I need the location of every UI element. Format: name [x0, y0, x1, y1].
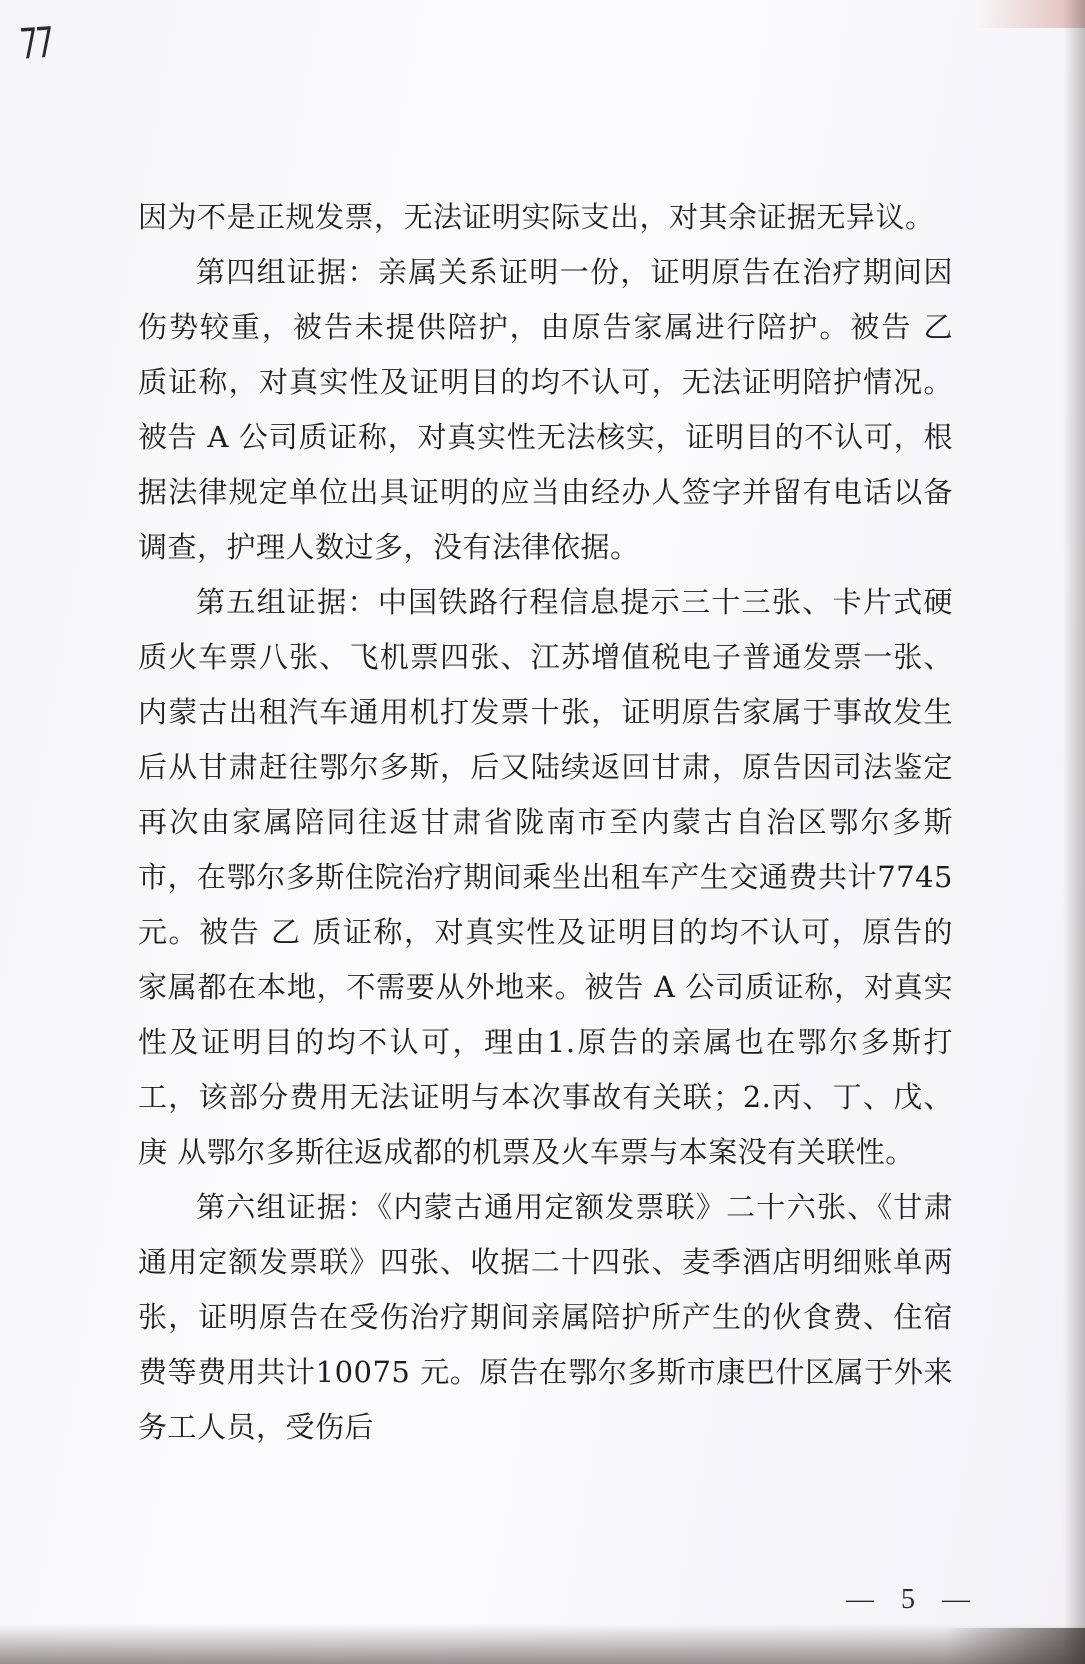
page-edge-shading	[1063, 0, 1085, 1664]
paragraph: 第五组证据：中国铁路行程信息提示三十三张、卡片式硬质火车票八张、飞机票四张、江苏增值税电子普通发票一张、内蒙古出租汽车通用机打发票十张，证明原告家属于事故发生后从甘肃赶往鄂尔多斯，后又陆续返回甘肃，原告因司法鉴定再次由家属陪同往返甘肃省陇南市至内蒙古自治区鄂尔多斯市，在鄂尔多斯住院治疗期间乘坐出租车产生交通费共计7745元。被告 乙 质证称，对真实性及证明目的均不认可，原告的家属都在本地，不需要从外地来。被告 A 公司质证称，对真实性及证明目的均不认可，理由1.原告的亲属也在鄂尔多斯打工，该部分费用无法证明与本次事故有关联；2.丙、丁、戊、庚 从鄂尔多斯往返成都的机票及火车票与本案没有关联性。	[138, 585, 953, 1169]
handwritten-page-mark: 77	[18, 17, 54, 69]
page-number: — 5 —	[846, 1584, 980, 1615]
paragraph: 因为不是正规发票，无法证明实际支出，对其余证据无异议。	[138, 200, 935, 234]
page-edge-shading	[0, 1624, 1085, 1664]
document-body	[138, 190, 953, 1455]
page-edge-shading	[945, 1628, 1085, 1664]
paragraph: 第四组证据：亲属关系证明一份，证明原告在治疗期间因伤势较重，被告未提供陪护，由原告家属进行陪护。被告 乙 质证称，对真实性及证明目的均不认可，无法证明陪护情况。被告 A 公司质证称，对真实性无法核实，证明目的不认可，根据法律规定单位出具证明的应当由经办人签字并留有电话以备调查，护理人数过多，没有法律依据。	[138, 255, 953, 564]
paragraph: 第六组证据：《内蒙古通用定额发票联》二十六张、《甘肃通用定额发票联》四张、收据二十四张、麦季酒店明细账单两张，证明原告在受伤治疗期间亲属陪护所产生的伙食费、住宿费等费用共计10075 元。原告在鄂尔多斯市康巴什区属于外来务工人员，受伤后	[138, 1190, 953, 1444]
